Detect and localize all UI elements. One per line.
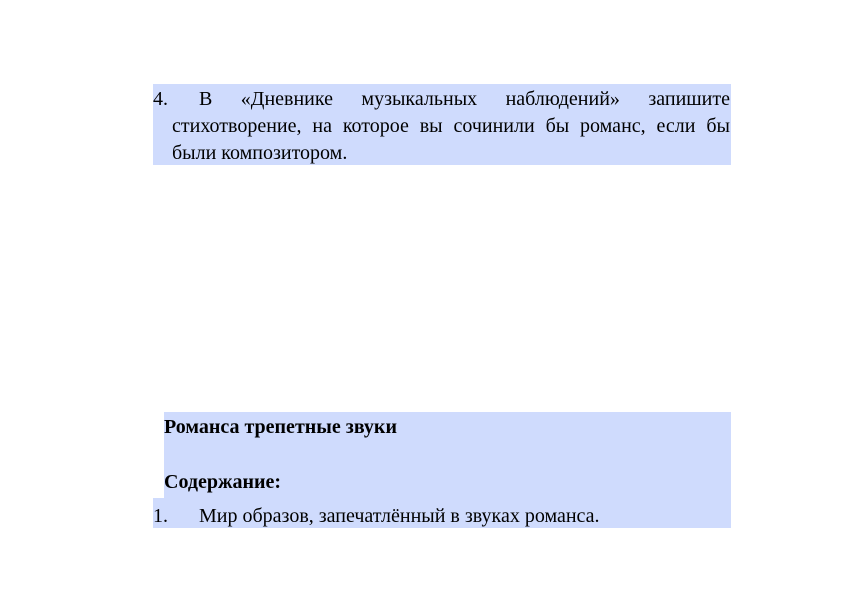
- section-title: Романса трепетные звуки: [164, 416, 397, 438]
- task-word: на: [312, 115, 332, 137]
- task-word: запишите: [648, 88, 730, 110]
- contents-label: Содержание:: [164, 471, 282, 493]
- task-text-line-1: [199, 86, 730, 113]
- task-word: музыкальных: [361, 88, 478, 110]
- task-word: стихотворение,: [172, 115, 302, 137]
- task-word: наблюдений»: [505, 88, 620, 110]
- task-word: В: [199, 88, 213, 110]
- task-word: если: [656, 115, 696, 137]
- task-word: «Дневнике: [240, 88, 333, 110]
- task-word: вы: [419, 115, 443, 137]
- task-number: 4.: [153, 88, 168, 110]
- task-text-line-2: [172, 113, 730, 140]
- task-word: бы: [545, 115, 570, 137]
- list-item-number: 1.: [153, 505, 168, 527]
- task-text-line-3: были композитором.: [172, 142, 348, 164]
- task-word: сочинили: [453, 115, 535, 137]
- list-item-text: Мир образов, запечатлённый в звуках романса.: [199, 505, 600, 527]
- task-word: бы: [706, 115, 730, 137]
- task-word: которое: [342, 115, 409, 137]
- task-word: романс,: [580, 115, 646, 137]
